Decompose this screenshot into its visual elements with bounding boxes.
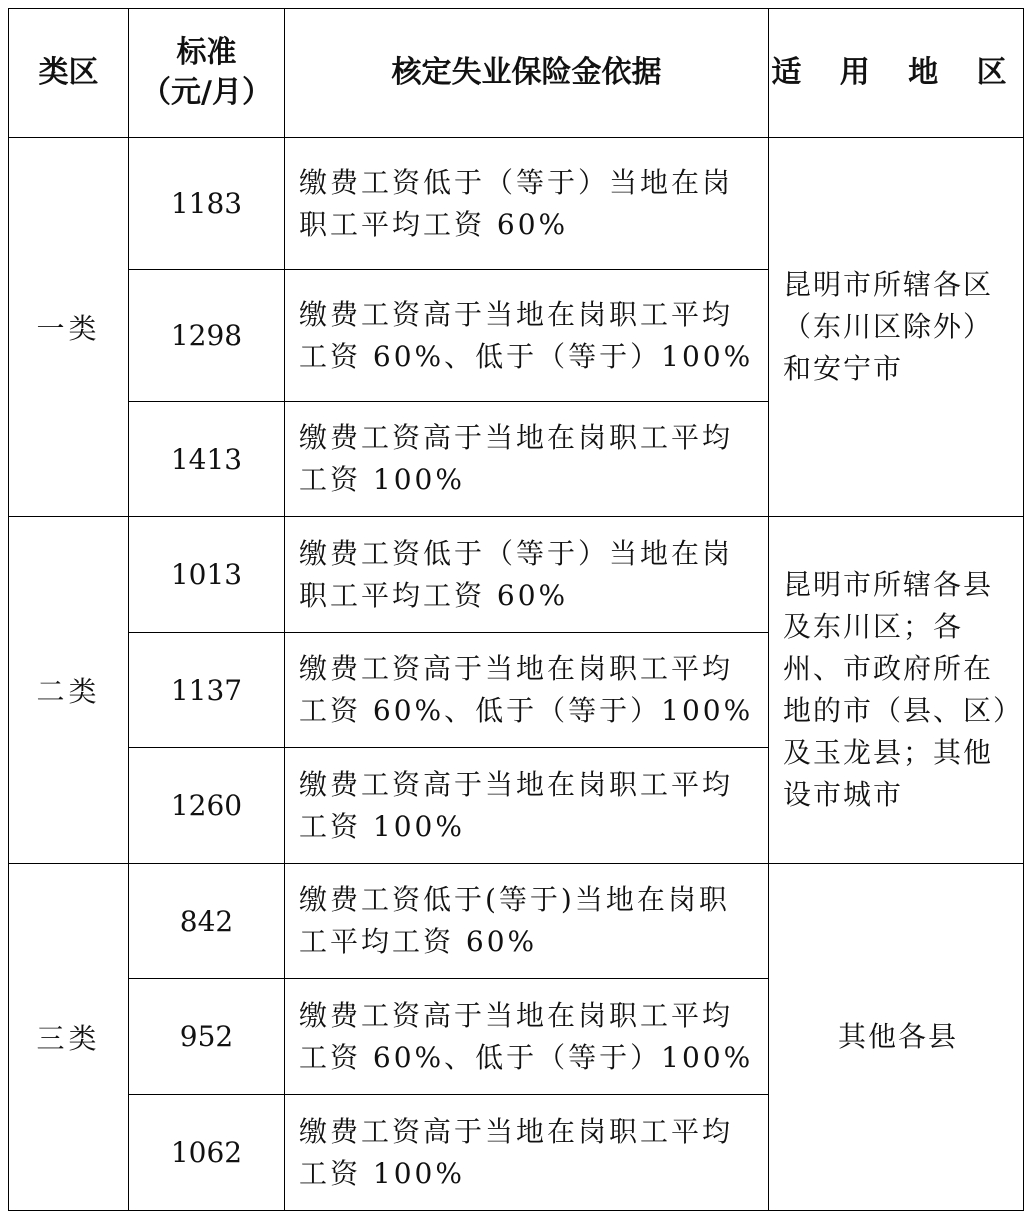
table-row <box>9 517 1024 633</box>
standard-cell: 1183 <box>129 138 285 270</box>
header-area: 适 用 地 区 <box>769 9 1024 138</box>
standard-cell: 1413 <box>129 402 285 517</box>
basis-cell: 缴费工资高于当地在岗职工平均工资 100% <box>285 748 769 864</box>
area-cell: 其他各县 <box>769 864 1024 1211</box>
standard-cell: 1062 <box>129 1095 285 1211</box>
basis-cell: 缴费工资高于当地在岗职工平均工资 100% <box>285 402 769 517</box>
unemployment-insurance-table-container <box>8 8 1024 1211</box>
basis-cell: 缴费工资低于（等于）当地在岗职工平均工资 60% <box>285 517 769 633</box>
basis-cell: 缴费工资低于（等于）当地在岗职工平均工资 60% <box>285 138 769 270</box>
basis-cell: 缴费工资高于当地在岗职工平均工资 100% <box>285 1095 769 1211</box>
standard-cell: 842 <box>129 864 285 979</box>
standard-cell: 1298 <box>129 270 285 402</box>
basis-cell: 缴费工资高于当地在岗职工平均工资 60%、低于（等于）100% <box>285 270 769 402</box>
standard-cell: 1260 <box>129 748 285 864</box>
standard-cell: 952 <box>129 979 285 1095</box>
basis-cell: 缴费工资低于(等于)当地在岗职工平均工资 60% <box>285 864 769 979</box>
standard-cell: 1013 <box>129 517 285 633</box>
standard-cell: 1137 <box>129 633 285 748</box>
header-category: 类区 <box>9 9 129 138</box>
category-cell: 二类 <box>9 517 129 864</box>
table-row <box>9 138 1024 270</box>
table-header-row <box>9 9 1024 138</box>
header-standard-line2: （元/月） <box>141 75 272 110</box>
basis-cell: 缴费工资高于当地在岗职工平均工资 60%、低于（等于）100% <box>285 633 769 748</box>
table-row <box>9 864 1024 979</box>
header-standard-line1: 标准 <box>176 35 237 70</box>
area-cell: 昆明市所辖各县及东川区；各州、市政府所在地的市（县、区）及玉龙县；其他设市城市 <box>769 517 1024 864</box>
header-standard <box>129 9 285 138</box>
area-cell: 昆明市所辖各区（东川区除外）和安宁市 <box>769 138 1024 517</box>
basis-cell: 缴费工资高于当地在岗职工平均工资 60%、低于（等于）100% <box>285 979 769 1095</box>
header-basis: 核定失业保险金依据 <box>285 9 769 138</box>
category-cell: 三类 <box>9 864 129 1211</box>
unemployment-insurance-table <box>8 8 1024 1211</box>
category-cell: 一类 <box>9 138 129 517</box>
